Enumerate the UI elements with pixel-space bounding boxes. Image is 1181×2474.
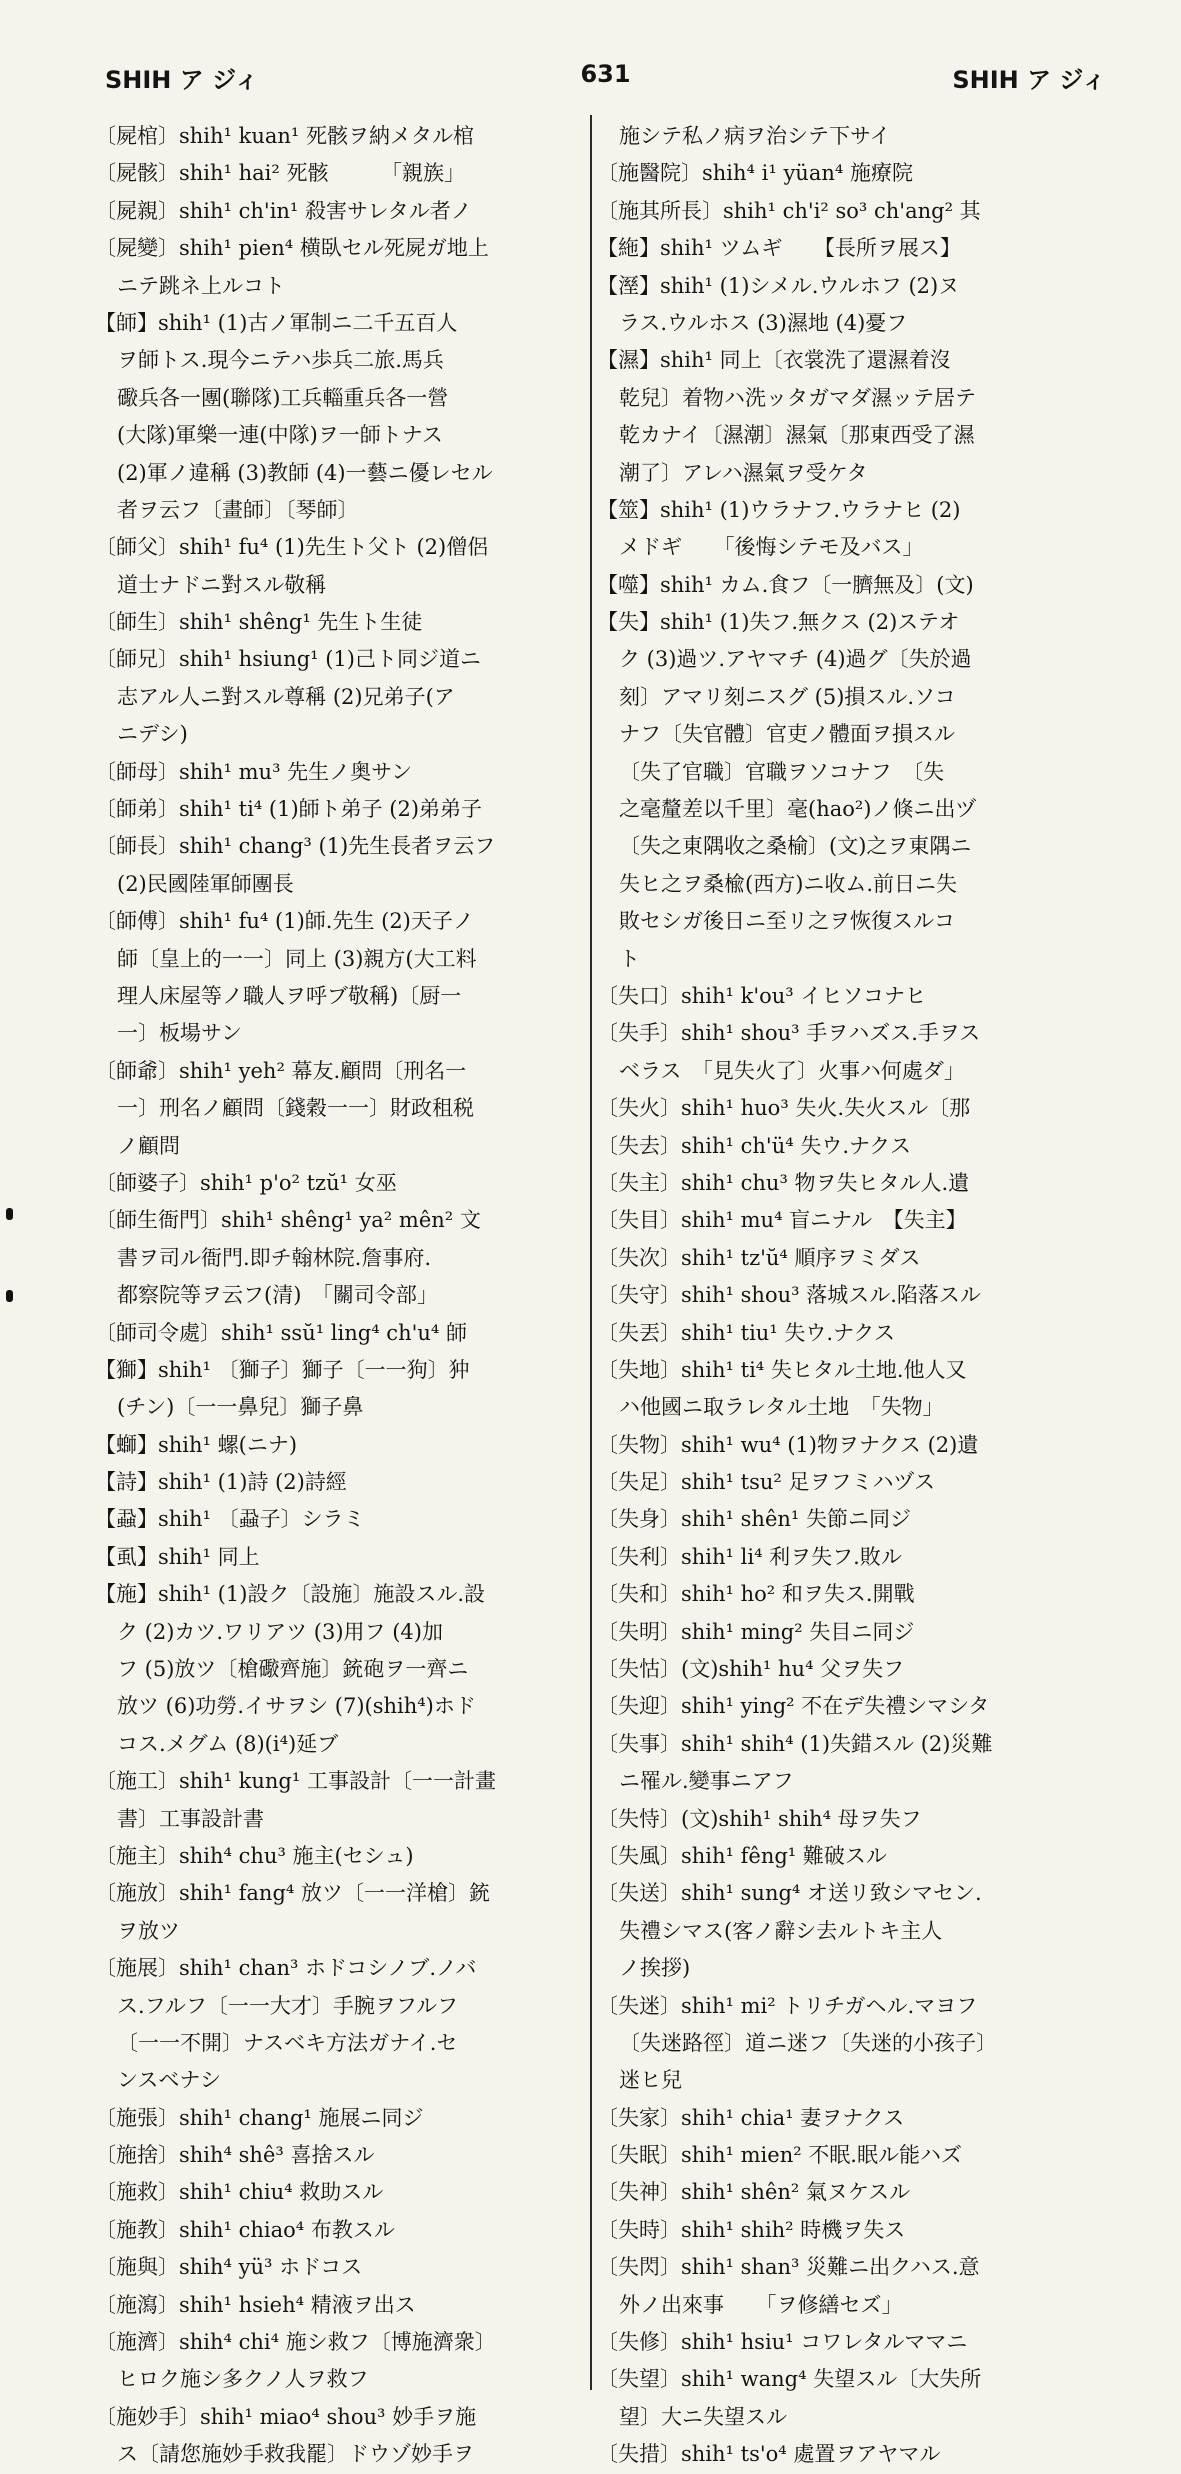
entry-line: 〔失明〕shih¹ ming² 失目ニ同ジ [597, 1619, 915, 1644]
entry-line: 〔施展〕shih¹ chan³ ホドコシノブ.ノバ [95, 1956, 477, 1981]
right-column [597, 118, 1072, 2467]
entry-line: 〔失地〕shih¹ ti⁴ 失ヒタル土地.他人又 [597, 1357, 967, 1382]
entry-line: 〔師兄〕shih¹ hsiung¹ (1)己ト同ジ道ニ [95, 647, 481, 672]
entry-line: 〔失迎〕shih¹ ying² 不在デ失禮シマシタ [597, 1694, 990, 1719]
entry-line: 〔施其所長〕shih¹ ch'i² so³ ch'ang² 其 [597, 198, 981, 223]
entry-line: 道士ナドニ對スル敬稱 [117, 572, 327, 597]
entry-line: 〔施妙手〕shih¹ miao⁴ shou³ 妙手ヲ施 [95, 2404, 477, 2429]
header-left-running-head: SHIH ア ジィ [105, 66, 259, 94]
entry-line: ニ罹ル.變事ニアフ [619, 1769, 794, 1794]
entry-line: 【詩】shih¹ (1)詩 (2)詩經 [95, 1470, 347, 1495]
entry-line: 〔施救〕shih¹ chiu⁴ 救助スル [95, 2180, 384, 2205]
entry-line: 外ノ出來事 「ヲ修繕セズ」 [619, 2292, 903, 2317]
entry-line: ニデシ) [117, 722, 188, 747]
entry-line: 〔施教〕shih¹ chiao⁴ 布教スル [95, 2217, 395, 2242]
entry-line: 〔失怙〕(文)shih¹ hu⁴ 父ヲ失フ [597, 1657, 905, 1682]
entry-line: 施シテ私ノ病ヲ治シテ下サイ [619, 124, 891, 148]
column-divider [590, 115, 592, 2390]
entry-line: ヒロク施シ多クノ人ヲ救フ [117, 2367, 369, 2392]
entry-line: 〔失口〕shih¹ k'ou³ イヒソコナヒ [597, 983, 926, 1008]
entry-line: 〔施放〕shih¹ fang⁴ 放ツ〔一一洋槍〕銃 [95, 1881, 490, 1906]
entry-line: ス.フルフ〔一一大才〕手腕ヲフルフ [117, 1993, 458, 2018]
entry-line: フ (5)放ツ〔槍礮齊施〕銃砲ヲ一齊ニ [117, 1657, 469, 1682]
entry-line: 〔失措〕shih¹ ts'o⁴ 處置ヲアヤマル [597, 2442, 941, 2467]
entry-line: 〔師傅〕shih¹ fu⁴ (1)師.先生 (2)天子ノ [95, 909, 474, 934]
entry-line: (2)軍ノ違稱 (3)教師 (4)一藝ニ優レセル [117, 460, 493, 485]
scan-mark [6, 1290, 13, 1302]
entry-line: 〔失修〕shih¹ hsiu¹ コワレタルママニ [597, 2330, 968, 2355]
entry-line: 書ヲ司ル衙門.即チ翰林院.詹事府. [117, 1245, 432, 1270]
entry-line: ス〔請您施妙手救我罷〕ドウゾ妙手ヲ [117, 2442, 474, 2467]
entry-line: (大隊)軍樂一連(中隊)ヲ一師トナス [117, 423, 443, 448]
entry-line: 〔失了官職〕官職ヲソコナフ 〔失 [619, 759, 945, 784]
entry-line: ラス.ウルホス (3)濕地 (4)憂フ [619, 310, 908, 335]
entry-line: 〔施與〕shih⁴ yü³ ホドコス [95, 2255, 363, 2280]
entry-line: 〔失次〕shih¹ tz'ŭ⁴ 順序ヲミダス [597, 1245, 921, 1270]
entry-line: 【溼】shih¹ (1)シメル.ウルホフ (2)ヌ [597, 273, 960, 298]
entry-line: ク (3)過ツ.アヤマチ (4)過グ〔失於過 [619, 647, 972, 672]
entry-line: 〔施捨〕shih⁴ shê³ 喜捨スル [95, 2143, 375, 2168]
entry-line: 書〕工事設計書 [117, 1806, 264, 1831]
entry-line: 〔師婆子〕shih¹ p'o² tzŭ¹ 女巫 [95, 1170, 397, 1195]
entry-line: 理人床屋等ノ職人ヲ呼ブ敬稱)〔厨一 [117, 983, 462, 1008]
entry-line: ヲ放ツ [117, 1918, 180, 1943]
entry-line: 〔失足〕shih¹ tsu² 足ヲフミハヅス [597, 1470, 936, 1495]
entry-line: 〔屍骸〕shih¹ hai² 死骸 「親族」 [95, 161, 465, 186]
entry-line: 〔失守〕shih¹ shou³ 落城スル.陷落スル [597, 1283, 981, 1308]
entry-line: 〔失望〕shih¹ wang⁴ 失望スル〔大失所 [597, 2367, 982, 2392]
entry-line: 〔失眠〕shih¹ mien² 不眠.眠ル能ハズ [597, 2143, 962, 2168]
entry-line: 〔失送〕shih¹ sung⁴ オ送リ致シマセン. [597, 1881, 982, 1906]
entry-line: 放ツ (6)功勞.イサヲシ (7)(shih⁴)ホド [117, 1694, 476, 1719]
entry-line: 敗セシガ後日ニ至リ之ヲ恢復スルコ [619, 909, 955, 934]
entry-line: 〔失火〕shih¹ huo³ 失火.失火スル〔那 [597, 1096, 971, 1121]
entry-line: 【獅】shih¹ 〔獅子〕獅子〔一一狗〕狆 [95, 1357, 470, 1382]
entry-line: 〔失身〕shih¹ shên¹ 失節ニ同ジ [597, 1507, 911, 1532]
entry-line: 乾兒〕着物ハ洗ッタガマダ濕ッテ居テ [619, 385, 976, 410]
entry-line: 〔屍變〕shih¹ pien⁴ 横臥セル死屍ガ地上 [95, 236, 489, 261]
scan-mark [6, 1208, 13, 1220]
entry-line: 【師】shih¹ (1)古ノ軍制ニ二千五百人 [95, 310, 458, 335]
entry-line: 師〔皇上的一一〕同上 (3)親方(大工料 [117, 946, 477, 971]
entry-line: ンスベナシ [117, 2068, 221, 2093]
entry-line: 〔師母〕shih¹ mu³ 先生ノ奥サン [95, 759, 413, 784]
entry-line: 〔失主〕shih¹ chu³ 物ヲ失ヒタル人.遺 [597, 1170, 970, 1195]
entry-line: ヲ師トス.現今ニテハ歩兵二旅.馬兵 [117, 348, 444, 373]
entry-line: 刻〕アマリ刻ニスグ (5)損スル.ソコ [619, 684, 956, 709]
entry-line: (2)民國陸軍師團長 [117, 871, 294, 896]
entry-line: 【噬】shih¹ カム.食フ〔一臍無及〕(文) [597, 572, 974, 597]
entry-line: 〔師生衙門〕shih¹ shêng¹ ya² mên² 文 [95, 1208, 481, 1233]
entry-line: 〔一一不開〕ナスベキ方法ガナイ.セ [117, 2030, 458, 2055]
entry-line: 〔失去〕shih¹ ch'ü⁴ 失ウ.ナクス [597, 1133, 911, 1158]
entry-line: 〔失之東隅收之桑榆〕(文)之ヲ東隅ニ [619, 834, 972, 859]
entry-line: 【螄】shih¹ 螺(ニナ) [95, 1432, 298, 1457]
entry-line: 【蝨】shih¹ 〔蝨子〕シラミ [95, 1507, 365, 1532]
entry-line: ク (2)カツ.ワリアツ (3)用フ (4)加 [117, 1619, 443, 1644]
entry-line: 〔失事〕shih¹ shih⁴ (1)失錯スル (2)災難 [597, 1731, 993, 1756]
entry-line: 〔師弟〕shih¹ ti⁴ (1)師ト弟子 (2)弟弟子 [95, 797, 483, 822]
entry-line: ナフ〔失官體〕官吏ノ體面ヲ損スル [619, 722, 955, 747]
entry-line: 望〕大ニ失望スル [619, 2404, 787, 2429]
entry-line: 失禮シマス(客ノ辭シ去ルトキ主人 [619, 1918, 943, 1943]
entry-line: ハ他國ニ取ラレタル土地 「失物」 [619, 1395, 944, 1420]
entry-line: 〔屍親〕shih¹ ch'in¹ 殺害サレタル者ノ [95, 198, 472, 223]
entry-line: 者ヲ云フ〔畫師〕〔琴師〕 [117, 497, 359, 522]
page-number: 631 [580, 60, 631, 88]
entry-line: ト [619, 946, 640, 971]
entry-line: 一〕刑名ノ顧問〔錢穀一一〕財政租税 [117, 1096, 474, 1121]
entry-line: 〔施瀉〕shih¹ hsieh⁴ 精液ヲ出ス [95, 2292, 416, 2317]
entry-line: 〔師司令處〕shih¹ ssŭ¹ ling⁴ ch'u⁴ 師 [95, 1320, 467, 1345]
entry-line: 〔施主〕shih⁴ chu³ 施主(セシュ) [95, 1843, 414, 1868]
entry-line: 〔失家〕shih¹ chia¹ 妻ヲナクス [597, 2105, 905, 2130]
entry-line: 〔失神〕shih¹ shên² 氣ヌケスル [597, 2180, 911, 2205]
entry-line: 乾カナイ〔濕潮〕濕氣〔那東西受了濕 [619, 423, 975, 448]
entry-line: 〔失閃〕shih¹ shan³ 災難ニ出クハス.意 [597, 2255, 980, 2280]
entry-line: 〔失手〕shih¹ shou³ 手ヲハズス.手ヲス [597, 1021, 981, 1046]
entry-line: 〔師長〕shih¹ chang³ (1)先生長者ヲ云フ [95, 834, 496, 859]
entry-line: メドギ 「後悔シテモ及バス」 [619, 535, 924, 560]
entry-line: 〔失丟〕shih¹ tiu¹ 失ウ.ナクス [597, 1320, 896, 1345]
entry-line: 〔失時〕shih¹ shih² 時機ヲ失ス [597, 2217, 906, 2242]
entry-line: 〔施張〕shih¹ chang¹ 施展ニ同ジ [95, 2105, 424, 2130]
entry-line: 【虱】shih¹ 同上 [95, 1544, 260, 1569]
entry-line: 〔師父〕shih¹ fu⁴ (1)先生ト父ト (2)僧侶 [95, 535, 489, 560]
entry-line: 〔失利〕shih¹ li⁴ 利ヲ失フ.敗ル [597, 1544, 902, 1569]
entry-line: 〔施濟〕shih⁴ chi⁴ 施シ救フ〔博施濟衆〕 [95, 2330, 496, 2355]
entry-line: 失ヒ之ヲ桑楡(西方)ニ收ム.前日ニ失 [619, 871, 958, 896]
entry-line: 迷ヒ兒 [619, 2068, 682, 2093]
entry-line: 【失】shih¹ (1)失フ.無クス (2)ステオ [597, 610, 960, 635]
entry-line: 〔失恃〕(文)shih¹ shih⁴ 母ヲ失フ [597, 1806, 922, 1831]
entry-line: 【濕】shih¹ 同上〔衣裳洗了還濕着沒 [597, 348, 951, 373]
entry-line: 志アル人ニ對スル尊稱 (2)兄弟子(ア [117, 684, 455, 709]
entry-line: 一〕板場サン [117, 1021, 242, 1046]
entry-line: 都察院等ヲ云フ(清) 「關司令部」 [117, 1283, 438, 1308]
entry-line: 〔施工〕shih¹ kung¹ 工事設計〔一一計畫 [95, 1769, 496, 1794]
entry-line: (チン)〔一一鼻兒〕獅子鼻 [117, 1395, 364, 1420]
header-right-running-head: SHIH ア ジィ [952, 66, 1106, 94]
entry-line: 〔失和〕shih¹ ho² 和ヲ失ス.開戰 [597, 1582, 915, 1607]
entry-line: 〔失目〕shih¹ mu⁴ 盲ニナル 【失主】 [597, 1208, 967, 1233]
entry-line: 〔師生〕shih¹ shêng¹ 先生ト生徒 [95, 610, 423, 635]
entry-line: ノ顧問 [117, 1133, 180, 1158]
entry-line: 〔師爺〕shih¹ yeh² 幕友.顧問〔刑名一 [95, 1058, 467, 1083]
entry-line: コス.メグム (8)(i⁴)延ブ [117, 1731, 339, 1756]
entry-line: 〔失物〕shih¹ wu⁴ (1)物ヲナクス (2)遺 [597, 1432, 979, 1457]
entry-line: 【絁】shih¹ ツムギ 【長所ヲ展ス】 [597, 236, 961, 261]
entry-line: ニテ跳ネ上ルコト [117, 273, 285, 298]
entry-line: 〔失迷路徑〕道ニ迷フ〔失迷的小孩子〕 [619, 2030, 997, 2055]
entry-line: 潮了〕アレハ濕氣ヲ受ケタ [619, 460, 868, 485]
entry-line: 〔失風〕shih¹ fêng¹ 難破スル [597, 1843, 887, 1868]
entry-line: ベラス 「見失火了〕火事ハ何處ダ」 [619, 1058, 965, 1083]
entry-line: 〔失迷〕shih¹ mi² トリチガヘル.マヨフ [597, 1993, 978, 2018]
entry-line: 【筮】shih¹ (1)ウラナフ.ウラナヒ (2) [597, 497, 961, 522]
entry-line: 礮兵各一團(聯隊)工兵輜重兵各一營 [117, 385, 449, 410]
entry-line: ノ挨拶) [619, 1956, 691, 1981]
entry-line: 〔屍棺〕shih¹ kuan¹ 死骸ヲ納メタル棺 [95, 124, 475, 148]
entry-line: 【施】shih¹ (1)設ク〔設施〕施設スル.設 [95, 1582, 486, 1607]
entry-line: 〔施醫院〕shih⁴ i¹ yüan⁴ 施療院 [597, 161, 913, 186]
entry-line: 之毫釐差以千里〕毫(hao²)ノ倏ニ出ヅ [619, 797, 977, 822]
left-column [95, 118, 587, 2467]
page-header [95, 52, 1116, 100]
